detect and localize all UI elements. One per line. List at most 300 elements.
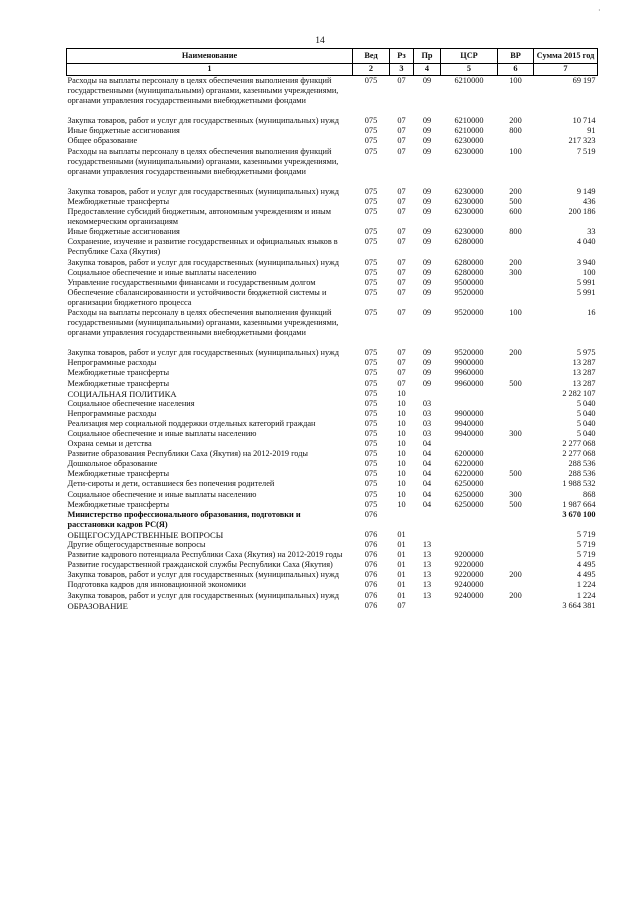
- row-ved: 075: [364, 368, 378, 378]
- row-csr: 9960000: [454, 378, 484, 388]
- row-name: Управление государственными финансами и государственным долгом: [67, 277, 316, 287]
- row-pr: 09: [422, 196, 432, 206]
- row-ved: 075: [364, 469, 378, 479]
- row-name: Подготовка кадров для инновационной экономики: [67, 580, 246, 590]
- row-spacer: [67, 106, 598, 116]
- row-vr: [498, 530, 534, 540]
- row-ved: 075: [364, 196, 378, 206]
- row-pr: 13: [422, 570, 432, 580]
- row-csr: 9220000: [454, 570, 484, 580]
- row-ved: 076: [364, 590, 378, 600]
- row-rz: 07: [397, 368, 406, 378]
- column-number: 5: [441, 64, 498, 76]
- row-pr: 09: [422, 307, 432, 317]
- table-row: [67, 419, 598, 429]
- row-sum: 5 040: [576, 418, 596, 428]
- row-sum: 200 186: [568, 207, 596, 217]
- header-row: [67, 49, 598, 64]
- table-row: [67, 268, 598, 278]
- table-row: [67, 368, 598, 378]
- row-vr: 300: [509, 267, 522, 277]
- row-sum: 3 670 100: [562, 509, 596, 519]
- row-pr: 09: [422, 257, 432, 267]
- row-sum: 1 224: [576, 580, 596, 590]
- row-name: Межбюджетные трансферты: [67, 368, 170, 378]
- table-row: [67, 591, 598, 601]
- row-ved: 075: [364, 116, 378, 126]
- row-vr: 500: [509, 499, 522, 509]
- row-ved: 075: [364, 146, 378, 156]
- column-number: 6: [498, 64, 534, 76]
- column-number: 1: [67, 64, 353, 76]
- row-rz: 07: [397, 126, 406, 136]
- row-vr: [498, 278, 534, 288]
- row-csr: 9900000: [454, 408, 484, 418]
- row-pr: 04: [422, 459, 432, 469]
- table-row: [67, 409, 598, 419]
- row-ved: 076: [364, 509, 378, 519]
- table-row: [67, 379, 598, 389]
- row-sum: 69 197: [572, 76, 596, 85]
- row-csr: 6200000: [454, 449, 484, 459]
- row-vr: 800: [509, 126, 522, 136]
- row-csr: 9200000: [454, 550, 484, 560]
- row-sum: 16: [587, 307, 596, 317]
- row-vr: [498, 368, 534, 378]
- row-pr: 04: [422, 489, 432, 499]
- table-row: [67, 500, 598, 510]
- row-rz: 10: [397, 418, 406, 428]
- row-vr: [498, 136, 534, 146]
- row-pr: [414, 601, 441, 611]
- row-sum: 5 991: [576, 277, 596, 287]
- row-sum: 13 287: [572, 378, 596, 388]
- table-row: [67, 258, 598, 268]
- row-pr: 03: [422, 398, 432, 408]
- row-name: Закупка товаров, работ и услуг для государственных (муниципальных) нужд: [67, 116, 339, 126]
- row-vr: [498, 419, 534, 429]
- row-name: Межбюджетные трансферты: [67, 196, 170, 206]
- row-vr: 200: [509, 590, 522, 600]
- row-vr: [498, 358, 534, 368]
- header-name: Наименование: [67, 49, 353, 64]
- row-name: Дети-сироты и дети, оставшиеся без попечения родителей: [67, 479, 275, 489]
- table-row: [67, 348, 598, 358]
- row-name: Социальное обеспечение и иные выплаты населению: [67, 429, 257, 438]
- row-ved: 075: [364, 267, 378, 277]
- row-rz: 07: [397, 348, 406, 358]
- row-rz: 07: [397, 277, 406, 287]
- row-pr: 09: [422, 116, 432, 126]
- row-ved: 075: [364, 378, 378, 388]
- row-vr: 300: [509, 489, 522, 499]
- row-csr: 9940000: [454, 429, 484, 438]
- row-csr: 6230000: [454, 207, 484, 217]
- row-ved: 075: [364, 277, 378, 287]
- row-name: ОБЩЕГОСУДАРСТВЕННЫЕ ВОПРОСЫ: [67, 529, 224, 540]
- row-csr: 6230000: [454, 227, 484, 237]
- row-ved: 075: [364, 287, 378, 297]
- row-sum: 3 940: [576, 257, 596, 267]
- row-rz: 07: [397, 76, 406, 85]
- row-csr: 9240000: [454, 590, 484, 600]
- table-row: [67, 207, 598, 227]
- row-sum: 5 719: [576, 540, 596, 550]
- row-rz: 01: [397, 540, 406, 550]
- row-vr: [498, 439, 534, 449]
- row-sum: 4 040: [576, 237, 596, 247]
- row-sum: 5 040: [576, 398, 596, 408]
- row-vr: [498, 510, 534, 530]
- row-name: Расходы на выплаты персоналу в целях обеспечения выполнения функций государственными (муниципальными) органами, казенными учреждениями, органами управления государственными внебюджетными фондами: [67, 307, 339, 338]
- row-name: Иные бюджетные ассигнования: [67, 126, 180, 136]
- row-sum: 4 495: [576, 570, 596, 580]
- row-ved: 076: [364, 529, 378, 539]
- row-sum: 5 975: [576, 348, 596, 358]
- row-csr: [441, 510, 498, 530]
- table-row: [67, 389, 598, 399]
- row-vr: 200: [509, 257, 522, 267]
- column-number: 4: [414, 64, 441, 76]
- row-name: Межбюджетные трансферты: [67, 378, 170, 388]
- row-name: Непрограммные расходы: [67, 408, 157, 418]
- row-ved: 075: [364, 388, 378, 398]
- table-row: [67, 308, 598, 338]
- row-csr: 6230000: [454, 146, 484, 156]
- row-vr: [498, 389, 534, 399]
- row-vr: 100: [509, 76, 522, 85]
- row-rz: 07: [397, 196, 406, 206]
- table-row: [67, 399, 598, 409]
- row-vr: [498, 580, 534, 590]
- table-row: [67, 187, 598, 197]
- column-number: 2: [353, 64, 390, 76]
- row-vr: 200: [509, 116, 522, 126]
- row-ved: 075: [364, 307, 378, 317]
- row-rz: 01: [397, 560, 406, 570]
- row-rz: 07: [397, 287, 406, 297]
- row-rz: 01: [397, 590, 406, 600]
- table-row: [67, 560, 598, 570]
- row-name: Реализация мер социальной поддержки отдельных категорий граждан: [67, 418, 316, 428]
- row-csr: [441, 439, 498, 449]
- row-sum: 7 519: [576, 146, 596, 156]
- row-pr: 09: [422, 207, 432, 217]
- row-ved: 075: [364, 479, 378, 489]
- row-ved: 075: [364, 439, 378, 449]
- table-row: [67, 237, 598, 257]
- row-ved: 075: [364, 186, 378, 196]
- table-body: [67, 76, 598, 611]
- row-csr: 6250000: [454, 489, 484, 499]
- row-name: Сохранение, изучение и развитие государственных и официальных языков в Республике Саха (Якутия): [67, 237, 338, 257]
- header-csr: ЦСР: [441, 49, 498, 64]
- row-sum: 33: [587, 227, 596, 237]
- corner-mark: ·: [598, 6, 601, 15]
- row-sum: 436: [583, 196, 596, 206]
- row-vr: [498, 550, 534, 560]
- row-csr: [441, 540, 498, 550]
- row-sum: 868: [583, 489, 596, 499]
- row-rz: 10: [397, 479, 406, 489]
- row-sum: 5 719: [576, 529, 596, 539]
- row-rz: 01: [397, 529, 406, 539]
- row-ved: 075: [364, 126, 378, 136]
- row-rz: 07: [397, 378, 406, 388]
- table-row: [67, 490, 598, 500]
- row-ved: 076: [364, 600, 378, 610]
- column-number: 7: [534, 64, 598, 76]
- row-vr: 300: [509, 429, 522, 438]
- row-csr: 6250000: [454, 499, 484, 509]
- row-sum: 3 664 381: [562, 600, 596, 610]
- row-ved: 076: [364, 570, 378, 580]
- table-row: [67, 136, 598, 146]
- row-ved: 076: [364, 560, 378, 570]
- row-sum: 4 495: [576, 560, 596, 570]
- row-rz: 01: [397, 570, 406, 580]
- row-rz: 10: [397, 469, 406, 479]
- row-name: Социальное обеспечение и иные выплаты населению: [67, 489, 257, 499]
- row-pr: 09: [422, 186, 432, 196]
- row-vr: [498, 409, 534, 419]
- row-rz: 07: [397, 237, 406, 247]
- row-csr: 9220000: [454, 560, 484, 570]
- row-csr: 6250000: [454, 479, 484, 489]
- table-row: [67, 278, 598, 288]
- page-number: 14: [315, 36, 325, 46]
- row-ved: 075: [364, 227, 378, 237]
- row-csr: [441, 389, 498, 399]
- row-vr: 500: [509, 469, 522, 479]
- row-sum: 5 719: [576, 550, 596, 560]
- row-csr: 9940000: [454, 418, 484, 428]
- row-csr: 6210000: [454, 76, 484, 85]
- row-csr: 9520000: [454, 307, 484, 317]
- table-row: [67, 126, 598, 136]
- row-vr: 100: [509, 307, 522, 317]
- table-row: [67, 197, 598, 207]
- row-csr: 6220000: [454, 469, 484, 479]
- row-sum: 5 991: [576, 287, 596, 297]
- row-rz: 07: [397, 257, 406, 267]
- row-pr: 04: [422, 499, 432, 509]
- row-ved: 075: [364, 358, 378, 368]
- row-ved: 075: [364, 136, 378, 146]
- table-row: [67, 227, 598, 237]
- row-name: Межбюджетные трансферты: [67, 469, 170, 479]
- row-sum: 1 988 532: [562, 479, 596, 489]
- row-pr: 09: [422, 76, 432, 85]
- column-number-row: [67, 64, 598, 76]
- row-vr: 500: [509, 196, 522, 206]
- row-pr: 04: [422, 479, 432, 489]
- row-name: Непрограммные расходы: [67, 358, 157, 368]
- header-pr: Пр: [414, 49, 441, 64]
- row-vr: 800: [509, 227, 522, 237]
- row-csr: [441, 399, 498, 409]
- row-ved: 076: [364, 540, 378, 550]
- row-rz: 07: [397, 307, 406, 317]
- table-row: [67, 116, 598, 126]
- row-rz: 07: [397, 227, 406, 237]
- row-pr: [414, 389, 441, 399]
- row-name: Обеспечение сбалансированности и устойчивости бюджетной системы и организации бюджетного процесса: [67, 287, 327, 307]
- row-pr: 09: [422, 146, 432, 156]
- row-name: Закупка товаров, работ и услуг для государственных (муниципальных) нужд: [67, 257, 339, 267]
- row-rz: 10: [397, 459, 406, 469]
- row-rz: 07: [397, 207, 406, 217]
- row-rz: 07: [397, 358, 406, 368]
- row-csr: 6220000: [454, 459, 484, 469]
- row-vr: [498, 540, 534, 550]
- row-ved: 075: [364, 348, 378, 358]
- row-ved: 075: [364, 499, 378, 509]
- row-pr: 09: [422, 227, 432, 237]
- row-name: Закупка товаров, работ и услуг для государственных (муниципальных) нужд: [67, 570, 339, 580]
- row-csr: 6280000: [454, 237, 484, 247]
- row-name: Развитие кадрового потенциала Республики Саха (Якутия) на 2012-2019 годы: [67, 550, 343, 560]
- row-vr: 600: [509, 207, 522, 217]
- row-sum: 2 277 068: [562, 439, 596, 449]
- row-name: Социальное обеспечение и иные выплаты населению: [67, 267, 257, 277]
- row-name: Закупка товаров, работ и услуг для государственных (муниципальных) нужд: [67, 186, 339, 196]
- row-ved: 075: [364, 408, 378, 418]
- row-pr: [414, 530, 441, 540]
- row-sum: 1 987 664: [562, 499, 596, 509]
- row-name: Расходы на выплаты персоналу в целях обеспечения выполнения функций государственными (муниципальными) органами, казенными учреждениями, органами управления государственными внебюджетными фондами: [67, 146, 339, 176]
- row-csr: 9960000: [454, 368, 484, 378]
- row-sum: 288 536: [568, 459, 596, 469]
- header-sum: Сумма 2015 год: [534, 49, 598, 64]
- header-rz: Рз: [390, 49, 414, 64]
- row-name: Межбюджетные трансферты: [67, 499, 170, 509]
- row-pr: 13: [422, 550, 432, 560]
- row-rz: 07: [397, 146, 406, 156]
- row-pr: 04: [422, 439, 432, 449]
- column-number: 3: [390, 64, 414, 76]
- row-rz: 01: [397, 580, 406, 590]
- row-ved: 075: [364, 237, 378, 247]
- row-csr: 9500000: [454, 277, 484, 287]
- row-rz: 07: [397, 267, 406, 277]
- row-name: Министерство профессионального образования, подготовки и расстановки кадров РС(Я): [67, 509, 301, 529]
- row-pr: 09: [422, 136, 432, 146]
- row-pr: 09: [422, 287, 432, 297]
- table-row: [67, 580, 598, 590]
- row-name: Другие общегосударственные вопросы: [67, 540, 206, 550]
- row-csr: [441, 601, 498, 611]
- table-row: [67, 449, 598, 459]
- table-row: [67, 76, 598, 107]
- row-sum: 9 149: [576, 186, 596, 196]
- row-rz: 10: [397, 408, 406, 418]
- row-rz: 10: [397, 429, 406, 438]
- table-row: [67, 459, 598, 469]
- row-sum: 5 040: [576, 408, 596, 418]
- row-name: ОБРАЗОВАНИЕ: [67, 600, 128, 611]
- row-vr: 200: [509, 570, 522, 580]
- row-pr: 13: [422, 560, 432, 570]
- row-pr: 09: [422, 358, 432, 368]
- table-row: [67, 570, 598, 580]
- row-ved: 075: [364, 429, 378, 438]
- row-rz: 10: [397, 439, 406, 449]
- row-sum: 2 277 068: [562, 449, 596, 459]
- row-sum: 217 323: [568, 136, 596, 146]
- row-ved: 075: [364, 489, 378, 499]
- row-csr: 6230000: [454, 136, 484, 146]
- row-pr: 03: [422, 408, 432, 418]
- row-pr: 13: [422, 590, 432, 600]
- row-name: СОЦИАЛЬНАЯ ПОЛИТИКА: [67, 388, 177, 399]
- row-rz: 07: [397, 116, 406, 126]
- row-pr: 09: [422, 126, 432, 136]
- row-ved: 075: [364, 449, 378, 459]
- table-row: [67, 469, 598, 479]
- row-vr: [498, 459, 534, 469]
- row-ved: 075: [364, 207, 378, 217]
- row-ved: 075: [364, 398, 378, 408]
- row-sum: 288 536: [568, 469, 596, 479]
- table-row: [67, 479, 598, 489]
- table-row: [67, 601, 598, 611]
- row-csr: 9520000: [454, 287, 484, 297]
- row-pr: 09: [422, 368, 432, 378]
- row-sum: 13 287: [572, 368, 596, 378]
- row-name: Предоставление субсидий бюджетным, автономным учреждениям и иным некоммерческим организациям: [67, 207, 331, 227]
- row-vr: 200: [509, 348, 522, 358]
- header-ved: Вед: [353, 49, 390, 64]
- row-pr: 09: [422, 348, 432, 358]
- row-name: Охрана семьи и детства: [67, 439, 152, 449]
- table-row: [67, 540, 598, 550]
- row-pr: 04: [422, 449, 432, 459]
- table-row: [67, 530, 598, 540]
- row-name: Закупка товаров, работ и услуг для государственных (муниципальных) нужд: [67, 590, 339, 600]
- table-row: [67, 429, 598, 439]
- row-csr: 9900000: [454, 358, 484, 368]
- table-row: [67, 147, 598, 177]
- row-rz: 07: [397, 186, 406, 196]
- row-vr: [498, 560, 534, 570]
- table-row: [67, 510, 598, 530]
- budget-table: [66, 48, 598, 611]
- row-name: Дошкольное образование: [67, 459, 158, 469]
- row-pr: [414, 510, 441, 530]
- row-csr: 6280000: [454, 257, 484, 267]
- row-vr: [498, 237, 534, 257]
- row-vr: [498, 288, 534, 308]
- row-ved: 075: [364, 418, 378, 428]
- row-rz: 07: [397, 600, 406, 610]
- row-csr: 6210000: [454, 116, 484, 126]
- row-csr: 6210000: [454, 126, 484, 136]
- row-csr: [441, 530, 498, 540]
- row-name: Закупка товаров, работ и услуг для государственных (муниципальных) нужд: [67, 348, 339, 358]
- row-name: Развитие образования Республики Саха (Якутия) на 2012-2019 годы: [67, 449, 309, 459]
- row-csr: 6280000: [454, 267, 484, 277]
- row-pr: 09: [422, 378, 432, 388]
- row-sum: 5 040: [576, 429, 596, 438]
- row-sum: 100: [583, 267, 596, 277]
- row-name: Иные бюджетные ассигнования: [67, 227, 180, 237]
- row-pr: 03: [422, 418, 432, 428]
- row-pr: 03: [422, 429, 432, 438]
- row-spacer: [67, 177, 598, 187]
- table-row: [67, 439, 598, 449]
- row-spacer: [67, 338, 598, 348]
